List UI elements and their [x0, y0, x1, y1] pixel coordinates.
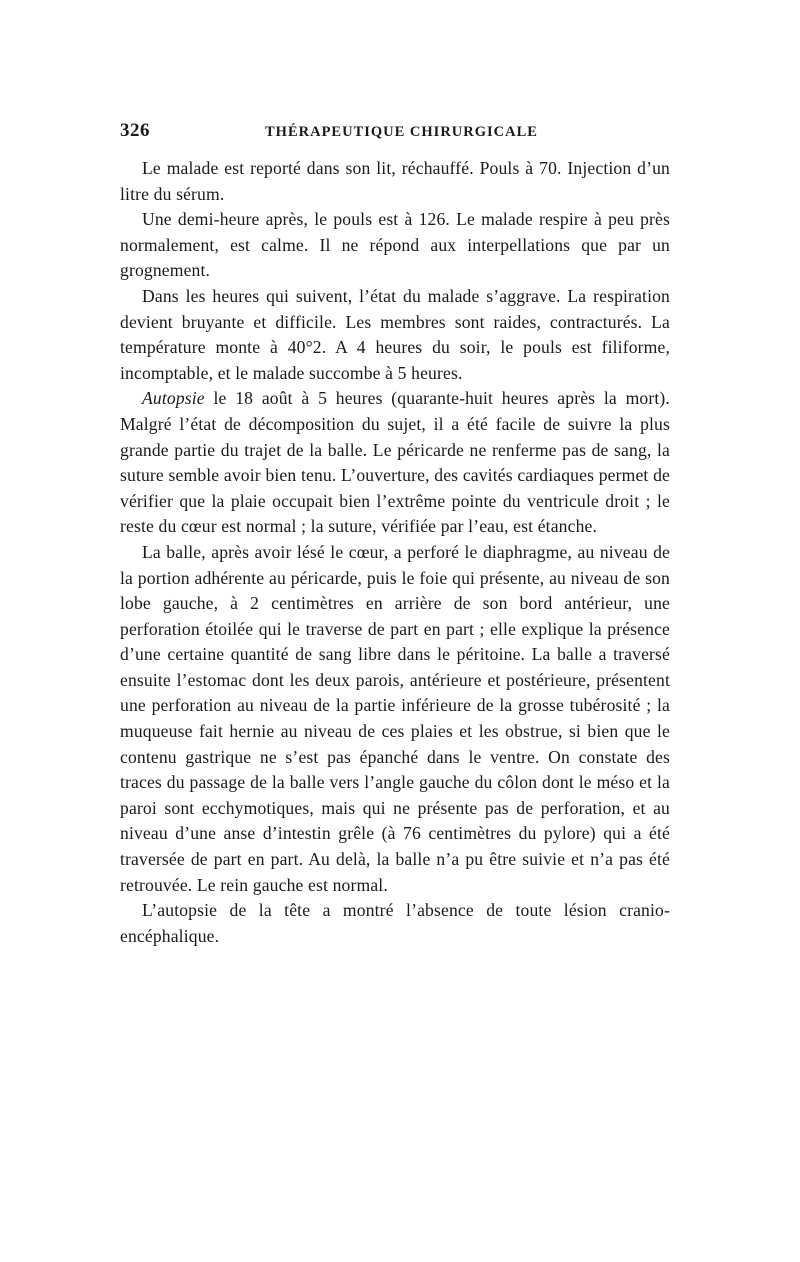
paragraph-serum: Le malade est reporté dans son lit, réchauffé. Pouls à 70. Injection d’un litre du sérum.	[120, 158, 670, 204]
book-page	[120, 120, 670, 949]
running-head: THÉRAPEUTIQUE CHIRURGICALE	[265, 124, 538, 140]
paragraph-autopsy	[120, 386, 670, 540]
paragraph-half-hour: Une demi-heure après, le pouls est à 126. Le malade respire à peu près normalement, est calme. Il ne répond aux interpellations que par un grognement.	[120, 209, 670, 281]
paragraph-aggravation: Dans les heures qui suivent, l’état du malade s’aggrave. La respiration devient bruyante et difficile. Les membres sont raides, contracturés. La température monte à 40°2. A 4 heures du soir, le pouls est filiforme, incomptable, et le malade succombe à 5 heures.	[120, 285, 670, 383]
page-header	[120, 120, 670, 146]
autopsy-label: Autopsie	[142, 388, 205, 409]
page-number: 326	[120, 120, 150, 141]
autopsy-text: le 18 août à 5 heures (quarante-huit heures après la mort). Malgré l’état de décomposition du sujet, il a été facile de suivre la plus grande partie du trajet de la balle. Le péricarde ne renferme pas de sang, la suture semble avoir bien tenu. L’ouverture, des cavités cardiaques permet de vérifier que la plaie occupait bien l’extrême pointe du ventricule droit ; le reste du cœur est normal ; la suture, vérifiée par l’eau, est étanche.	[120, 388, 670, 537]
body-text	[120, 156, 670, 949]
paragraph-bullet-path: La balle, après avoir lésé le cœur, a perforé le diaphragme, au niveau de la portion adhérente au péricarde, puis le foie qui présente, au niveau de son lobe gauche, à 2 centimètres en arrière de son bord antérieur, une perforation étoilée qui le traverse de part en part ; elle explique la présence d’une certaine quantité de sang libre dans le péritoine. La balle a traversé ensuite l’estomac dont les deux parois, antérieure et postérieure, présentent une perforation au niveau de la partie inférieure de la grosse tubérosité ; la muqueuse fait hernie au niveau de ces plaies et les obstrue, si bien que le contenu gastrique ne s’est pas épanché dans le ventre. On constate des traces du passage de la balle vers l’angle gauche du côlon dont le méso et la paroi sont ecchymotiques, mais qui ne présente pas de perforation, et au niveau d’une anse d’intestin grêle (à 76 centimètres du pylore) qui a été traversée de part en part. Au delà, la balle n’a pu être suivie et n’a pas été retrouvée. Le rein gauche est normal.	[120, 541, 670, 895]
paragraph-head-autopsy: L’autopsie de la tête a montré l’absence de toute lésion cranio-encéphalique.	[120, 900, 670, 946]
